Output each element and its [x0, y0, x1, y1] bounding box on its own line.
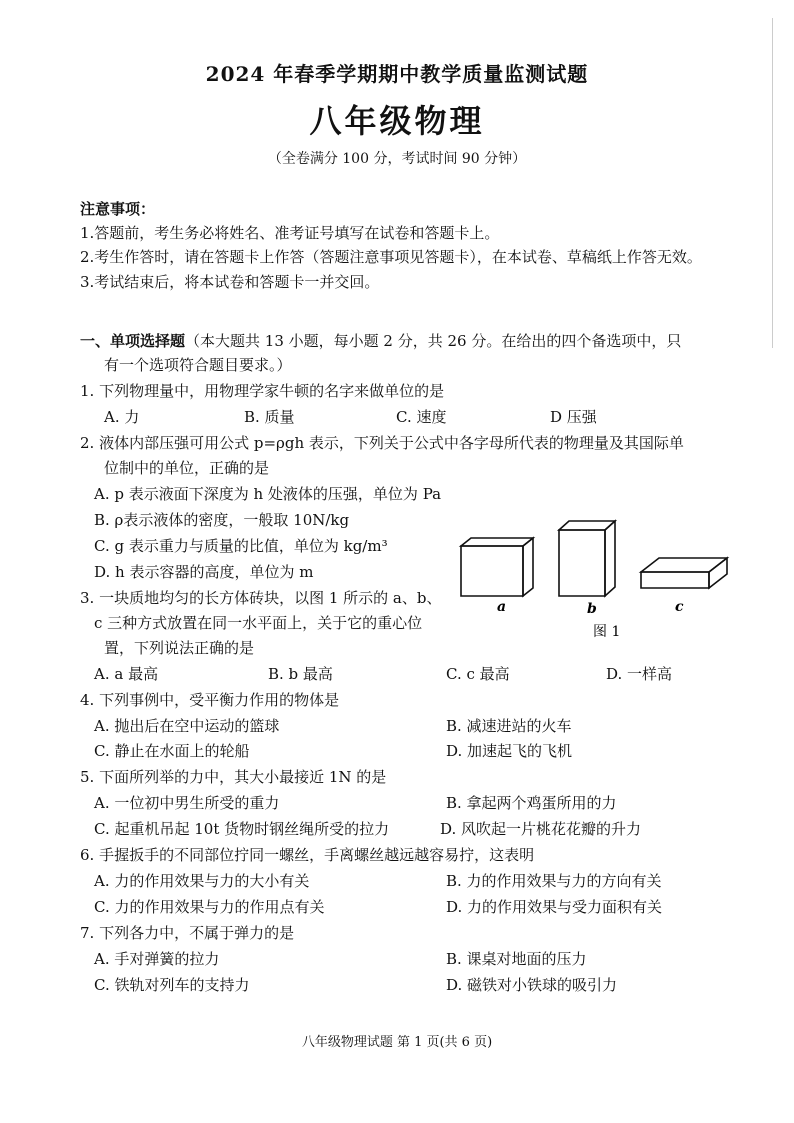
section1-heading: 一、单项选择题: [80, 332, 186, 350]
q2-option-c: C. g 表示重力与质量的比值，单位为 kg/m³: [94, 537, 388, 555]
q3-stem-line2: c 三种方式放置在同一水平面上，关于它的重心位: [94, 614, 423, 632]
q2-option-a: A. p 表示液面下深度为 h 处液体的压强，单位为 Pa: [94, 485, 442, 503]
q6-stem: 6. 手握扳手的不同部位拧同一螺丝，手离螺丝越远越容易拧，这表明: [80, 846, 535, 864]
q7-option-b: B. 课桌对地面的压力: [446, 950, 587, 968]
section1-desc-line1: [80, 330, 681, 351]
q3-stem-line1: 3. 一块质地均匀的长方体砖块，以图 1 所示的 a、b、: [80, 589, 442, 607]
figure-label-c: c: [675, 599, 684, 615]
figure-label-b: b: [587, 601, 597, 617]
q7-option-a: A. 手对弹簧的拉力: [94, 950, 220, 968]
q5-option-d: D. 风吹起一片桃花花瓣的升力: [440, 820, 642, 838]
q4-option-c: C. 静止在水面上的轮船: [94, 742, 250, 760]
q3-option-a: A. a 最高: [94, 665, 159, 683]
q7-stem: 7. 下列各力中，不属于弹力的是: [80, 924, 295, 942]
q2-stem-line2: 位制中的单位，正确的是: [104, 459, 270, 477]
exam-title: 2024 年春季学期期中教学质量监测试题: [205, 62, 589, 86]
exam-info: （全卷满分 100 分，考试时间 90 分钟）: [267, 151, 527, 167]
q5-option-c: C. 起重机吊起 10t 货物时钢丝绳所受的拉力: [94, 820, 390, 838]
q1-option-b: B. 质量: [244, 408, 295, 426]
brick-c: [641, 558, 727, 588]
figure-label-a: a: [497, 599, 507, 615]
q6-option-c: C. 力的作用效果与力的作用点有关: [94, 898, 325, 916]
notes-heading: 注意事项：: [80, 200, 156, 218]
q2-option-d: D. h 表示容器的高度，单位为 m: [94, 563, 314, 581]
q3-option-c: C. c 最高: [446, 665, 510, 683]
q3-option-d: D. 一样高: [606, 665, 673, 683]
q1-option-d: D 压强: [550, 408, 597, 426]
q6-option-b: B. 力的作用效果与力的方向有关: [446, 872, 662, 890]
q1-stem: 1. 下列物理量中，用物理学家牛顿的名字来做单位的是: [80, 382, 445, 400]
page-footer: 八年级物理试题 第 1 页(共 6 页): [301, 1035, 493, 1050]
q2-option-b: B. ρ表示液体的密度，一般取 10N/kg: [94, 511, 350, 529]
q4-option-b: B. 减速进站的火车: [446, 717, 572, 735]
brick-b: [559, 521, 615, 596]
q1-option-a: A. 力: [104, 408, 140, 426]
q7-option-c: C. 铁轨对列车的支持力: [94, 976, 250, 994]
q5-stem: 5. 下面所列举的力中，其大小最接近 1N 的是: [80, 768, 387, 786]
q1-option-c: C. 速度: [396, 408, 447, 426]
q3-stem-line3: 置，下列说法正确的是: [104, 639, 255, 657]
q4-option-d: D. 加速起飞的飞机: [446, 742, 573, 760]
q5-option-a: A. 一位初中男生所受的重力: [94, 794, 280, 812]
q4-option-a: A. 抛出后在空中运动的篮球: [94, 717, 280, 735]
subject-title: 八年级物理: [309, 102, 485, 140]
figure-caption: 图 1: [593, 624, 621, 640]
page-edge-line: [772, 18, 773, 348]
section1-desc-line2: 有一个选项符合题目要求。）: [104, 356, 292, 374]
note-item-3: 3.考试结束后，将本试卷和答题卡一并交回。: [80, 273, 380, 291]
q5-option-b: B. 拿起两个鸡蛋所用的力: [446, 794, 617, 812]
q6-option-d: D. 力的作用效果与受力面积有关: [446, 898, 663, 916]
q7-option-d: D. 磁铁对小铁球的吸引力: [446, 976, 618, 994]
q4-stem: 4. 下列事例中，受平衡力作用的物体是: [80, 691, 340, 709]
section1-desc: （本大题共 13 小题，每小题 2 分，共 26 分。在给出的四个备选项中，只: [185, 332, 682, 350]
q6-option-a: A. 力的作用效果与力的大小有关: [94, 872, 310, 890]
note-item-2: 2.考生作答时，请在答题卡上作答（答题注意事项见答题卡），在本试卷、草稿纸上作答无效。: [80, 248, 702, 266]
q3-option-b: B. b 最高: [268, 665, 333, 683]
q2-stem-line1: 2. 液体内部压强可用公式 p=ρgh 表示，下列关于公式中各字母所代表的物理量及其国际单: [80, 434, 684, 452]
brick-a: [461, 538, 533, 596]
note-item-1: 1.答题前，考生务必将姓名、准考证号填写在试卷和答题卡上。: [80, 224, 500, 242]
figure-1-bricks: [455, 512, 775, 642]
